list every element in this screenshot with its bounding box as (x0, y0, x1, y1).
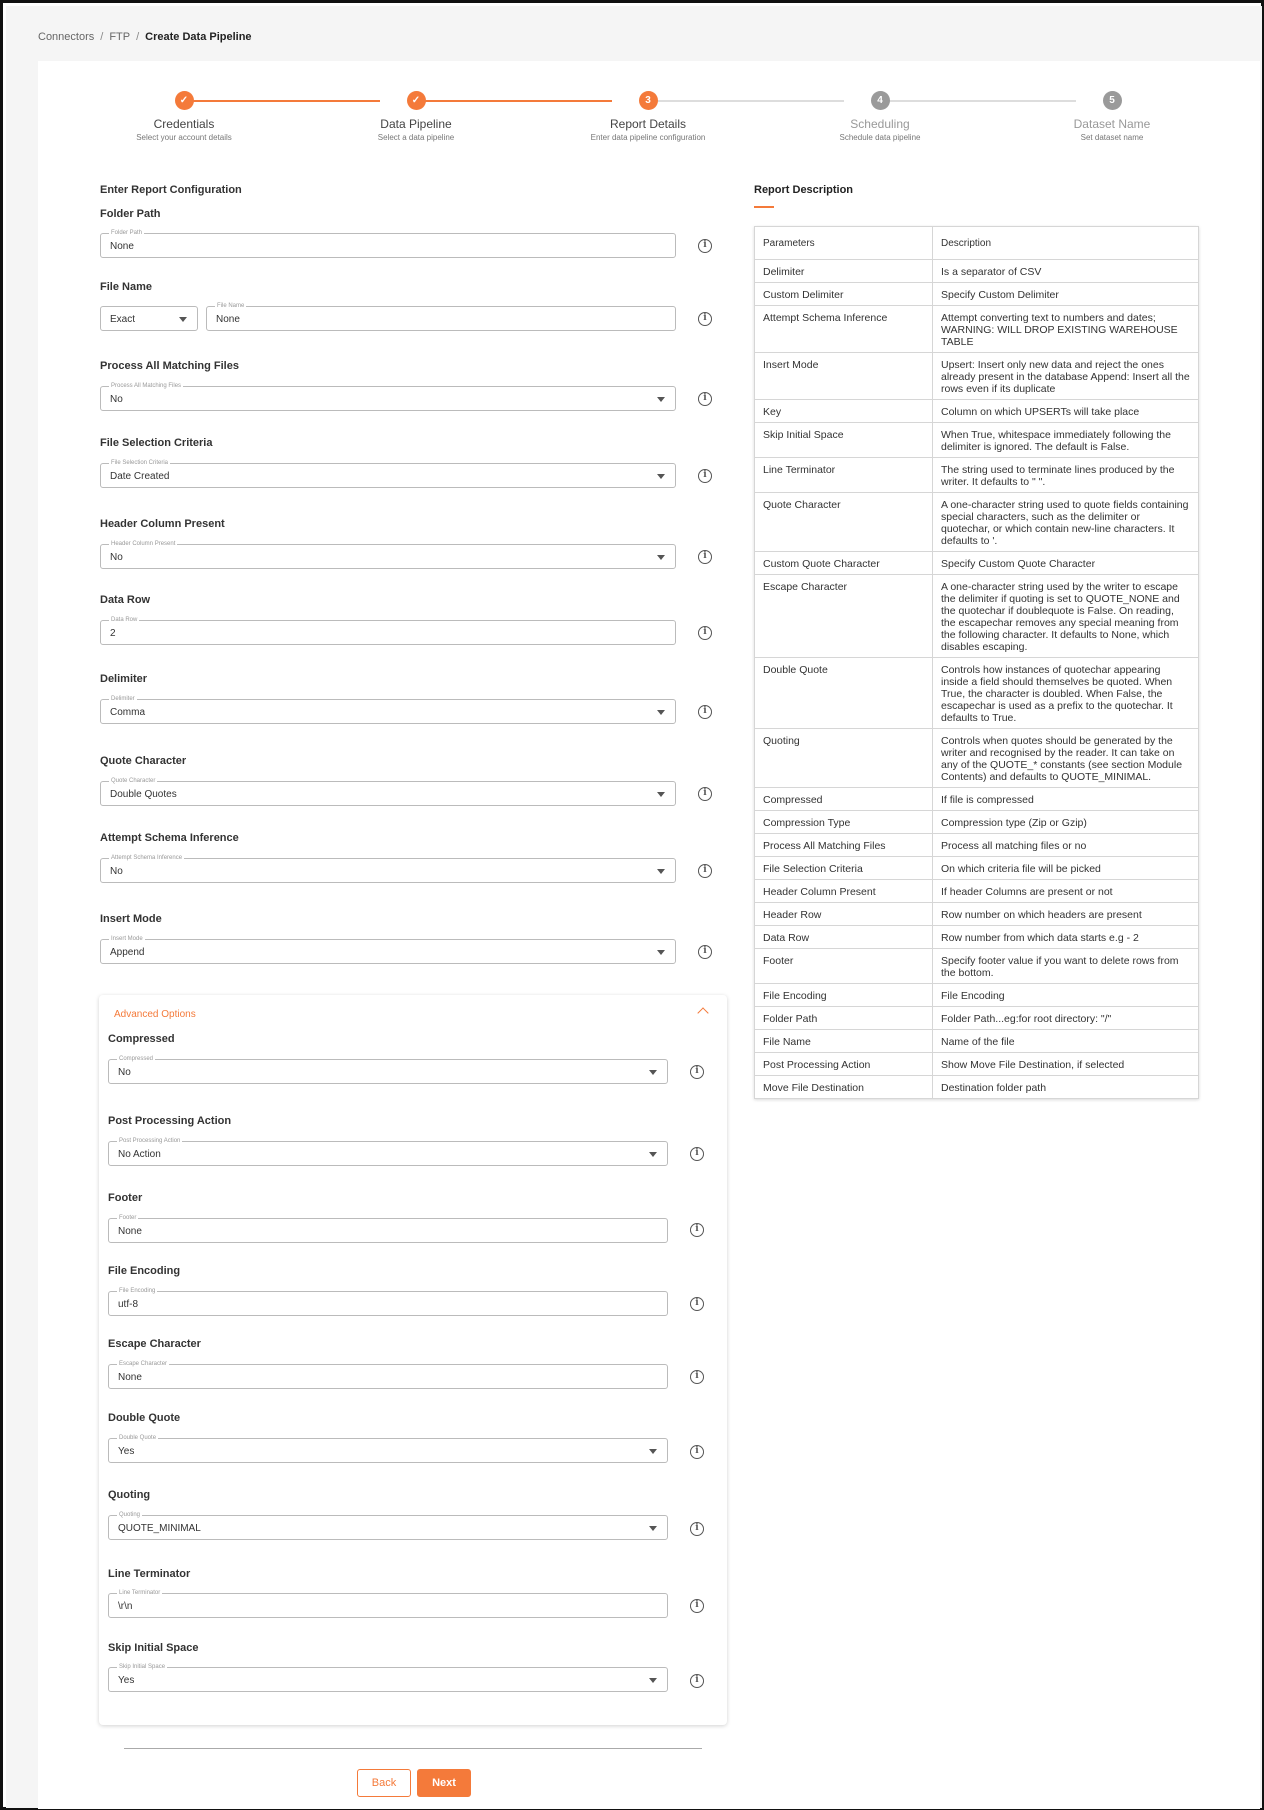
table-row (755, 283, 1199, 306)
description-cell: File Encoding (933, 984, 1199, 1007)
stepper (38, 87, 1260, 157)
quoting-mini-label: Quoting (119, 1512, 141, 1518)
chevron-down-icon (657, 950, 665, 955)
chevron-down-icon (657, 710, 665, 715)
parameter-cell: Post Processing Action (755, 1053, 933, 1076)
folder-path-value: None (110, 241, 134, 252)
chevron-down-icon (649, 1070, 657, 1075)
escape-char-value: None (118, 1372, 142, 1383)
info-icon[interactable]: i (690, 1522, 704, 1536)
chevron-down-icon (657, 474, 665, 479)
insert-mode-value: Append (110, 947, 145, 958)
table-row (755, 1053, 1199, 1076)
double-quote-mini-label: Double Quote (119, 1435, 157, 1441)
chevron-down-icon (179, 317, 187, 322)
step-subtitle: Select a data pipeline (377, 133, 455, 142)
insert-mode-label: Insert Mode (100, 913, 162, 925)
step-report-details (538, 91, 758, 142)
delimiter-mini-label: Delimiter (111, 696, 135, 702)
parameter-cell: File Name (755, 1030, 933, 1053)
quote-char-value: Double Quotes (110, 789, 177, 800)
step-number: 4 (871, 91, 890, 110)
header-present-select[interactable] (100, 541, 676, 569)
breadcrumb-connectors[interactable]: Connectors (38, 31, 95, 43)
schema-inference-value: No (110, 866, 123, 877)
table-row (755, 552, 1199, 575)
parameter-cell: Header Row (755, 903, 933, 926)
section-title: Enter Report Configuration (100, 184, 242, 196)
table-row (755, 306, 1199, 353)
tab-underline (754, 206, 774, 208)
chevron-down-icon (657, 792, 665, 797)
table-row (755, 260, 1199, 283)
description-cell: Controls how instances of quotechar appearing inside a field should themselves be quoted. When True, the character is doubled. When False, the escapechar is used as a prefix to the quotechar. It defaults to True. (933, 658, 1199, 729)
quote-char-select[interactable] (100, 778, 676, 806)
escape-char-input[interactable] (108, 1361, 668, 1389)
quoting-select[interactable] (108, 1512, 668, 1540)
chevron-down-icon (657, 869, 665, 874)
table-body (755, 260, 1199, 1099)
description-cell: Folder Path...eg:for root directory: "/" (933, 1007, 1199, 1030)
file-encoding-value: utf-8 (118, 1299, 139, 1310)
parameter-cell: Custom Delimiter (755, 283, 933, 306)
parameter-cell: Compressed (755, 788, 933, 811)
insert-mode-select[interactable] (100, 936, 676, 964)
breadcrumb-current: Create Data Pipeline (145, 31, 252, 43)
description-cell: Process all matching files or no (933, 834, 1199, 857)
data-row-input[interactable] (100, 617, 676, 645)
delimiter-select[interactable] (100, 696, 676, 724)
info-icon[interactable]: i (690, 1370, 704, 1384)
footer-value: None (118, 1226, 142, 1237)
compressed-label: Compressed (108, 1033, 175, 1045)
file-encoding-input[interactable] (108, 1288, 668, 1316)
step-subtitle: Select your account details (136, 133, 232, 142)
description-cell: When True, whitespace immediately following the delimiter is ignored. The default is False. (933, 423, 1199, 458)
table-row (755, 926, 1199, 949)
double-quote-value: Yes (118, 1446, 135, 1457)
file-name-label: File Name (100, 281, 152, 293)
column-header: Parameters (755, 227, 933, 260)
step-scheduling (770, 91, 990, 142)
parameter-cell: Footer (755, 949, 933, 984)
double-quote-select[interactable] (108, 1435, 668, 1463)
info-icon[interactable]: i (698, 392, 712, 406)
description-cell: The string used to terminate lines produced by the writer. It defaults to " ". (933, 458, 1199, 493)
parameter-cell: Move File Destination (755, 1076, 933, 1099)
post-processing-mini-label: Post Processing Action (119, 1138, 181, 1144)
footer-mini-label: Footer (119, 1215, 137, 1221)
parameter-cell: Key (755, 400, 933, 423)
description-cell: Specify Custom Delimiter (933, 283, 1199, 306)
description-cell: Attempt converting text to numbers and dates; WARNING: WILL DROP EXISTING WAREHOUSE TABLE (933, 306, 1199, 353)
folder-path-mini-label: Folder Path (111, 230, 143, 236)
step-title: Report Details (609, 117, 687, 131)
description-cell: If header Columns are present or not (933, 880, 1199, 903)
parameter-cell: Escape Character (755, 575, 933, 658)
info-icon[interactable]: i (690, 1147, 704, 1161)
step-number: 3 (639, 91, 658, 110)
escape-char-mini-label: Escape Character (119, 1361, 168, 1367)
breadcrumb (38, 31, 252, 43)
post-processing-select[interactable] (108, 1138, 668, 1166)
step-title: Scheduling (850, 117, 910, 131)
parameter-cell: Delimiter (755, 260, 933, 283)
file-name-value: None (216, 314, 240, 325)
escape-char-label: Escape Character (108, 1338, 201, 1350)
divider (124, 1748, 702, 1749)
step-title: Credentials (153, 117, 215, 131)
info-icon[interactable]: i (698, 239, 712, 253)
description-cell: Compression type (Zip or Gzip) (933, 811, 1199, 834)
file-name-match-select[interactable] (100, 306, 198, 331)
quote-char-mini-label: Quote Character (111, 778, 156, 784)
file-name-mini-label: File Name (217, 303, 245, 309)
table-row (755, 423, 1199, 458)
table-row (755, 458, 1199, 493)
parameter-cell: Process All Matching Files (755, 834, 933, 857)
parameter-cell: Data Row (755, 926, 933, 949)
parameter-cell: Line Terminator (755, 458, 933, 493)
compressed-mini-label: Compressed (119, 1056, 154, 1062)
parameter-cell: Attempt Schema Inference (755, 306, 933, 353)
info-icon[interactable]: i (690, 1445, 704, 1459)
footer-input[interactable] (108, 1215, 668, 1243)
advanced-options-title[interactable]: Advanced Options (114, 1009, 196, 1020)
breadcrumb-separator: / (136, 31, 140, 43)
description-cell: Is a separator of CSV (933, 260, 1199, 283)
footer-label: Footer (108, 1192, 143, 1204)
insert-mode-mini-label: Insert Mode (111, 936, 143, 942)
info-icon[interactable]: i (690, 1297, 704, 1311)
info-icon[interactable]: i (698, 705, 712, 719)
breadcrumb-ftp[interactable]: FTP (109, 31, 131, 43)
process-all-mini-label: Process All Matching Files (111, 383, 182, 389)
table-row (755, 575, 1199, 658)
skip-initial-space-mini-label: Skip Initial Space (119, 1664, 166, 1670)
post-processing-label: Post Processing Action (108, 1115, 232, 1127)
header-present-value: No (110, 552, 123, 563)
post-processing-value: No Action (118, 1149, 161, 1160)
parameter-cell: Folder Path (755, 1007, 933, 1030)
description-cell: Show Move File Destination, if selected (933, 1053, 1199, 1076)
step-subtitle: Set dataset name (1080, 133, 1144, 142)
process-all-value: No (110, 394, 123, 405)
table-row (755, 857, 1199, 880)
schema-inference-mini-label: Attempt Schema Inference (111, 855, 183, 861)
breadcrumb-separator: / (100, 31, 104, 43)
info-icon[interactable]: i (698, 550, 712, 564)
step-dataset-name (1002, 91, 1222, 142)
info-icon[interactable]: i (690, 1599, 704, 1613)
file-name-match-value: Exact (110, 314, 136, 325)
parameter-cell: Quoting (755, 729, 933, 788)
description-cell: On which criteria file will be picked (933, 857, 1199, 880)
parameter-cell: Custom Quote Character (755, 552, 933, 575)
table-row (755, 353, 1199, 400)
table-row (755, 949, 1199, 984)
compressed-value: No (118, 1067, 131, 1078)
report-description-title: Report Description (754, 184, 854, 196)
description-cell: Row number from which data starts e.g - 2 (933, 926, 1199, 949)
quote-char-label: Quote Character (100, 755, 187, 767)
data-row-label: Data Row (100, 594, 151, 606)
chevron-down-icon (649, 1152, 657, 1157)
step-credentials (74, 91, 294, 142)
description-cell: Row number on which headers are present (933, 903, 1199, 926)
process-all-select[interactable] (100, 383, 676, 411)
line-terminator-mini-label: Line Terminator (119, 1590, 161, 1596)
step-title: Dataset Name (1073, 117, 1151, 131)
description-cell: Controls when quotes should be generated by the writer and recognised by the reader. It can take on any of the QUOTE_* constants (see section Module Contents) and defaults to QUOTE_MINIMAL. (933, 729, 1199, 788)
info-icon[interactable]: i (698, 945, 712, 959)
chevron-down-icon (649, 1526, 657, 1531)
info-icon[interactable]: i (698, 312, 712, 326)
parameter-cell: Double Quote (755, 658, 933, 729)
data-row-mini-label: Data Row (111, 617, 138, 623)
description-cell: A one-character string used by the writer to escape the delimiter if quoting is set to QUOTE_NONE and the quotechar if doublequote is False. On reading, the escapechar removes any special meaning from the following character. It defaults to None, which disables escaping. (933, 575, 1199, 658)
table-row (755, 1007, 1199, 1030)
info-icon[interactable]: i (690, 1223, 704, 1237)
file-selection-label: File Selection Criteria (100, 437, 213, 449)
file-selection-select[interactable] (100, 460, 676, 488)
column-header: Description (933, 227, 1199, 260)
file-selection-value: Date Created (110, 471, 170, 482)
description-cell: Specify Custom Quote Character (933, 552, 1199, 575)
line-terminator-label: Line Terminator (108, 1568, 191, 1580)
file-encoding-mini-label: File Encoding (119, 1288, 156, 1294)
chevron-down-icon (657, 397, 665, 402)
skip-initial-space-select[interactable] (108, 1664, 668, 1692)
double-quote-label: Double Quote (108, 1412, 181, 1424)
step-subtitle: Schedule data pipeline (839, 133, 921, 142)
table-row (755, 788, 1199, 811)
header-present-label: Header Column Present (100, 518, 225, 530)
chevron-down-icon (649, 1678, 657, 1683)
parameter-cell: Quote Character (755, 493, 933, 552)
line-terminator-input[interactable] (108, 1590, 668, 1618)
quoting-value: QUOTE_MINIMAL (118, 1523, 201, 1534)
description-cell: Name of the file (933, 1030, 1199, 1053)
parameter-cell: Compression Type (755, 811, 933, 834)
file-name-input[interactable] (206, 303, 676, 331)
step-data-pipeline (306, 91, 526, 142)
table-row (755, 658, 1199, 729)
next-button[interactable]: Next (417, 1769, 471, 1797)
description-cell: Specify footer value if you want to delete rows from the bottom. (933, 949, 1199, 984)
table-row (755, 493, 1199, 552)
parameter-cell: Insert Mode (755, 353, 933, 400)
description-cell: A one-character string used to quote fields containing special characters, such as the delimiter or quotechar, or which contain new-line characters. It defaults to '. (933, 493, 1199, 552)
check-icon: ✓ (407, 91, 426, 110)
compressed-select[interactable] (108, 1056, 668, 1084)
info-icon[interactable]: i (698, 864, 712, 878)
header-present-mini-label: Header Column Present (111, 541, 176, 547)
table-row (755, 880, 1199, 903)
schema-inference-select[interactable] (100, 855, 676, 883)
folder-path-input[interactable] (100, 230, 676, 258)
parameter-cell: File Selection Criteria (755, 857, 933, 880)
skip-initial-space-label: Skip Initial Space (108, 1642, 199, 1654)
chevron-down-icon (657, 555, 665, 560)
file-selection-mini-label: File Selection Criteria (111, 460, 169, 466)
table-row (755, 834, 1199, 857)
table-row (755, 1076, 1199, 1099)
table-row (755, 903, 1199, 926)
delimiter-value: Comma (110, 707, 146, 718)
step-number: 5 (1103, 91, 1122, 110)
quoting-label: Quoting (108, 1489, 151, 1501)
data-row-value: 2 (110, 628, 116, 639)
file-encoding-label: File Encoding (108, 1265, 181, 1277)
info-icon[interactable]: i (698, 626, 712, 640)
folder-path-label: Folder Path (100, 208, 161, 220)
parameter-cell: File Encoding (755, 984, 933, 1007)
chevron-down-icon (649, 1449, 657, 1454)
table-row (755, 984, 1199, 1007)
description-cell: Column on which UPSERTs will take place (933, 400, 1199, 423)
parameter-cell: Header Column Present (755, 880, 933, 903)
info-icon[interactable]: i (698, 469, 712, 483)
process-all-label: Process All Matching Files (100, 360, 239, 372)
table-header-row (755, 227, 1199, 260)
description-cell: Destination folder path (933, 1076, 1199, 1099)
table-row (755, 729, 1199, 788)
check-icon: ✓ (175, 91, 194, 110)
delimiter-label: Delimiter (100, 673, 148, 685)
table-row (755, 400, 1199, 423)
info-icon[interactable]: i (698, 787, 712, 801)
description-cell: Upsert: Insert only new data and reject the ones already present in the database Append: Insert all the rows even if its duplicate (933, 353, 1199, 400)
schema-inference-label: Attempt Schema Inference (100, 832, 239, 844)
step-title: Data Pipeline (380, 117, 452, 131)
skip-initial-space-value: Yes (118, 1675, 135, 1686)
table-row (755, 1030, 1199, 1053)
report-description-table (754, 226, 1199, 1099)
line-terminator-value: \r\n (118, 1601, 133, 1612)
parameter-cell: Skip Initial Space (755, 423, 933, 458)
info-icon[interactable]: i (690, 1065, 704, 1079)
info-icon[interactable]: i (690, 1674, 704, 1688)
back-button[interactable]: Back (357, 1769, 411, 1797)
description-cell: If file is compressed (933, 788, 1199, 811)
table-row (755, 811, 1199, 834)
step-subtitle: Enter data pipeline configuration (590, 133, 706, 142)
